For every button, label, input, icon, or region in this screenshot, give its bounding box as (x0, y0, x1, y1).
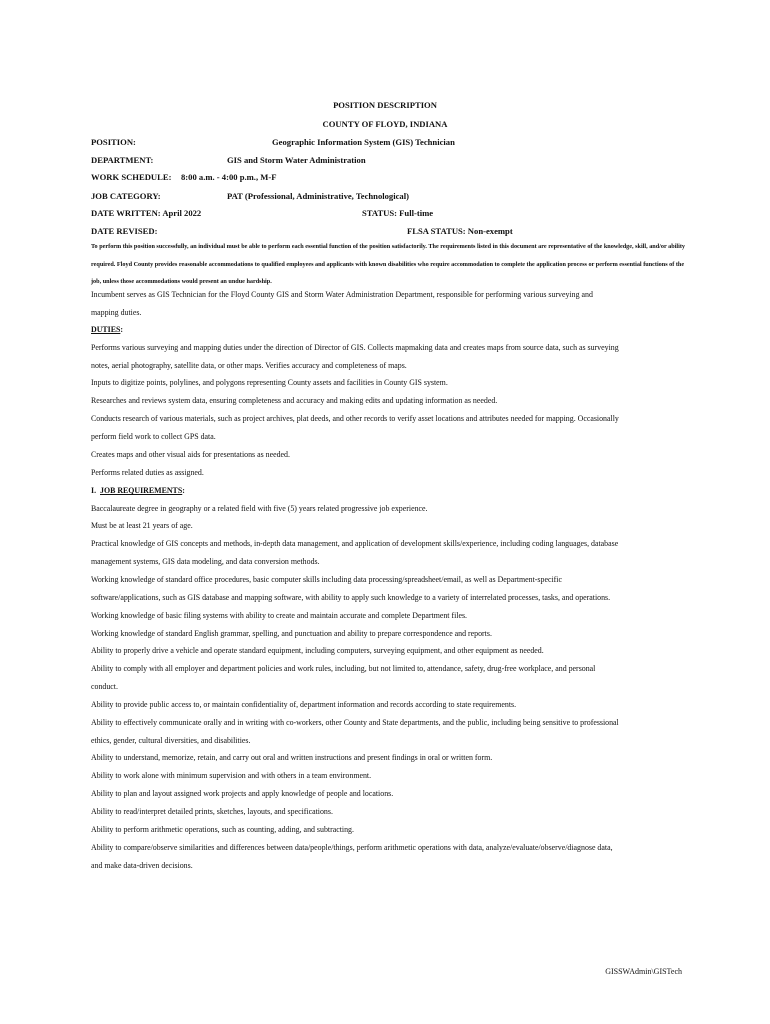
requirement-line: software/applications, such as GIS database and mapping software, with ability to apply such knowledge to a variety of interrelated processes, tasks, and operations. (91, 593, 611, 602)
document-footer: GISSWAdmin\GISTech (605, 967, 682, 976)
position-label: POSITION: (91, 137, 136, 147)
requirement-line: conduct. (91, 682, 118, 691)
duties-heading-colon: : (120, 325, 124, 334)
duties-heading-text: DUTIES (91, 325, 121, 334)
summary-line: Incumbent serves as GIS Technician for the Floyd County GIS and Storm Water Administration Department, responsible for performing various surveying and (91, 290, 593, 299)
requirement-line: Ability to comply with all employer and department policies and work rules, including, but not limited to, attendance, safety, drug-free workplace, and personal (91, 664, 596, 673)
requirement-line: Ability to perform arithmetic operations, such as counting, adding, and subtracting. (91, 825, 354, 834)
requirement-line: Ability to compare/observe similarities and differences between data/people/things, perform arithmetic operations with data, analyze/evaluate/observe/diagnose data, (91, 843, 613, 852)
duties-heading (91, 325, 123, 334)
category-value: PAT (Professional, Administrative, Technological) (227, 191, 409, 201)
requirement-line: Working knowledge of basic filing systems with ability to create and maintain accurate and complete Department files. (91, 611, 468, 620)
date-revised: DATE REVISED: (91, 226, 158, 236)
requirement-line: Working knowledge of standard office procedures, basic computer skills including data processing/spreadsheet/email, as well as Department-specific (91, 575, 562, 584)
requirement-line: Ability to effectively communicate orally and in writing with co-workers, other County and State departments, and the public, including being sensitive to professional (91, 718, 619, 727)
requirement-line: Ability to work alone with minimum supervision and with others in a team environment. (91, 771, 372, 780)
requirement-line: Baccalaureate degree in geography or a related field with five (5) years related progressive job experience. (91, 504, 428, 513)
duty-line: Performs related duties as assigned. (91, 468, 204, 477)
requirement-line: Ability to read/interpret detailed prints, sketches, layouts, and specifications. (91, 807, 333, 816)
accommodation-notice: To perform this position successfully, an individual must be able to perform each essential function of the position satisfactorily. The requirements listed in this document are representative of the knowledge, skill, and/or ability required. Floyd County provides reasonable accommodations to qualified employees and applicants with known disabilities who require accommodation to complete the application process or perform essential functions of the job, unless those accommodations would present an undue hardship. (91, 243, 686, 286)
duty-line: Conducts research of various materials, such as project archives, plat deeds, and other records to verify asset locations and attributes needed for mapping. Occasionally (91, 414, 619, 423)
date-written: DATE WRITTEN: April 2022 (91, 208, 202, 218)
schedule-value: 8:00 a.m. - 4:00 p.m., M-F (181, 172, 277, 182)
duty-line: Inputs to digitize points, polylines, and polygons representing County assets and facilities in County GIS system. (91, 378, 448, 387)
requirement-line: Ability to plan and layout assigned work projects and apply knowledge of people and locations. (91, 789, 394, 798)
duty-line: Performs various surveying and mapping duties under the direction of Director of GIS. Collects mapmaking data and creates maps from source data, such as surveying (91, 343, 619, 352)
requirement-line: Ability to provide public access to, or maintain confidentiality of, department information and records according to state requirements. (91, 700, 517, 709)
department-label: DEPARTMENT: (91, 155, 154, 165)
county-name: COUNTY OF FLOYD, INDIANA (322, 119, 448, 129)
document-title: POSITION DESCRIPTION (333, 100, 437, 110)
requirement-line: Ability to understand, memorize, retain, and carry out oral and written instructions and present findings in oral or written form. (91, 753, 493, 762)
requirement-line: and make data-driven decisions. (91, 861, 193, 870)
duty-line: perform field work to collect GPS data. (91, 432, 216, 441)
summary-line: mapping duties. (91, 308, 142, 317)
flsa-status: FLSA STATUS: Non-exempt (407, 226, 513, 236)
requirements-heading-colon: : (182, 486, 185, 495)
duty-line: Researches and reviews system data, ensuring completeness and accuracy and making edits and updating information as needed. (91, 396, 498, 405)
requirement-line: Practical knowledge of GIS concepts and methods, in-depth data management, and application of development skills/experience, including coding languages, database (91, 539, 619, 548)
requirements-number: I. (91, 486, 97, 495)
requirements-heading-text: JOB REQUIREMENTS (100, 486, 183, 495)
schedule-label: WORK SCHEDULE: (91, 172, 172, 182)
requirement-line: Ability to properly drive a vehicle and operate standard equipment, including computers, surveying equipment, and other equipment as needed. (91, 646, 544, 655)
category-label: JOB CATEGORY: (91, 191, 161, 201)
position-value: Geographic Information System (GIS) Technician (272, 137, 455, 147)
department-value: GIS and Storm Water Administration (227, 155, 366, 165)
requirement-line: ethics, gender, cultural diversities, and disabilities. (91, 736, 251, 745)
duty-line: notes, aerial photography, satellite data, or other maps. Verifies accuracy and completeness of maps. (91, 361, 407, 370)
requirement-line: Working knowledge of standard English grammar, spelling, and punctuation and ability to prepare correspondence and reports. (91, 629, 492, 638)
employment-status: STATUS: Full-time (362, 208, 434, 218)
requirements-heading (91, 486, 185, 495)
duty-line: Creates maps and other visual aids for presentations as needed. (91, 450, 290, 459)
requirement-line: management systems, GIS data modeling, and data conversion methods. (91, 557, 320, 566)
requirement-line: Must be at least 21 years of age. (91, 521, 193, 530)
